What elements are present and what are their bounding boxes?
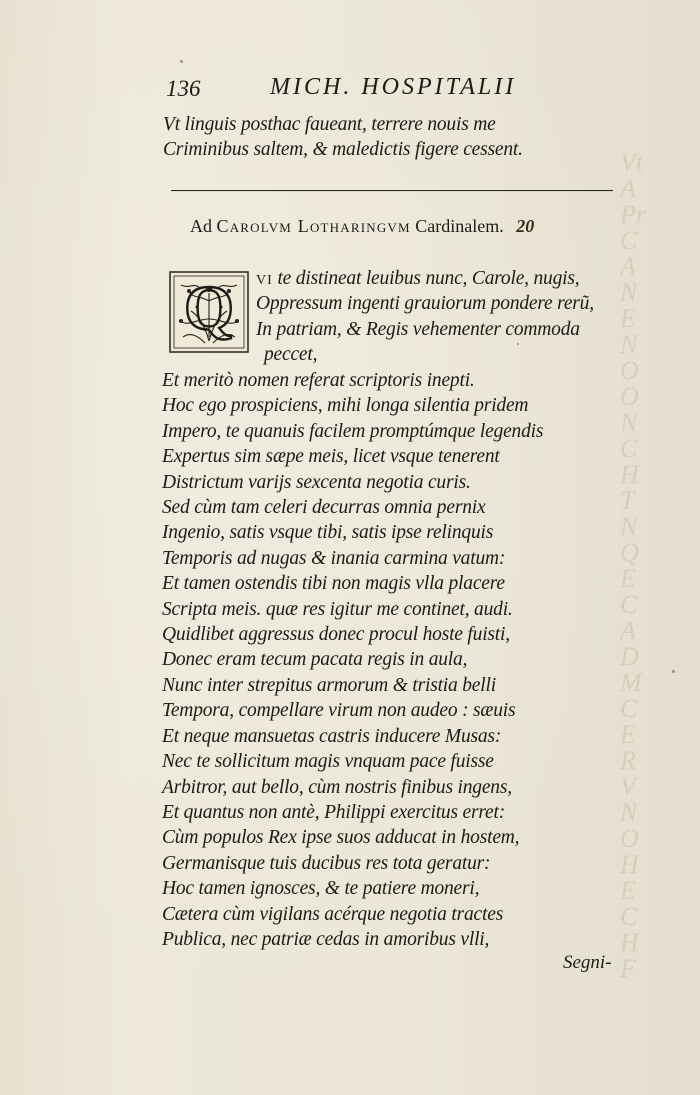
verse-line: Hoc ego prospiciens, mihi longa silentia pridem xyxy=(162,395,529,417)
verse-line: Tempora, compellare virum non audeo : sæuis xyxy=(162,700,516,722)
verse-line: Cætera cùm vigilans acérque negotia tractes xyxy=(162,903,504,925)
decorated-initial-q-icon xyxy=(169,271,249,353)
verse-line: Germanisque tuis ducibus res tota geratur: xyxy=(162,852,491,874)
page-number: 136 xyxy=(166,76,201,101)
title-prefix: Ad xyxy=(190,216,212,236)
show-through-text: Vt A Pr C A N E N O O N C H T N Q E C A D M C E R V N O H E C H F xyxy=(620,150,646,983)
paper-speck xyxy=(517,343,519,345)
verse-line: Vt linguis posthac faueant, terrere nouis me xyxy=(163,114,496,135)
verse-line: Nec te sollicitum magis vnquam pace fuisse xyxy=(162,751,494,773)
title-name: Carolvm Lotharingvm xyxy=(216,216,411,236)
poem-title xyxy=(190,216,650,237)
initial-continuation: vi xyxy=(256,268,273,289)
svg-text:Q: Q xyxy=(184,272,234,343)
verse-line: Et tamen ostendis tibi non magis vlla placere xyxy=(162,573,505,595)
poem-opening-lines xyxy=(256,266,616,342)
verse-line: Expertus sim sæpe meis, licet vsque tenerent xyxy=(162,446,500,468)
verse-line xyxy=(256,266,616,291)
verse-line: Et quantus non antè, Philippi exercitus erret: xyxy=(162,801,505,823)
verse-line: Quidlibet aggressus donec procul hoste fuisti, xyxy=(162,624,510,646)
title-suffix: Cardinalem. xyxy=(415,216,504,236)
verse-line: Cùm populos Rex ipse suos adducat in hostem, xyxy=(162,827,520,849)
poem-number: 20 xyxy=(516,216,535,236)
poem-body xyxy=(162,368,622,952)
verse-line: Scripta meis. quæ res igitur me continet, audi. xyxy=(162,598,513,620)
verse-line: Publica, nec patriæ cedas in amoribus vlli, xyxy=(162,928,490,950)
verse-line: In patriam, & Regis vehementer commoda xyxy=(256,318,580,340)
running-head: MICH. HOSPITALII xyxy=(270,74,517,100)
paper-speck xyxy=(672,670,675,673)
verse-line: Arbitror, aut bello, cùm nostris finibus ingens, xyxy=(162,776,512,798)
verse-line: Donec eram tecum pacata regis in aula, xyxy=(162,649,468,671)
verse-line: Oppressum ingenti grauiorum pondere rerũ, xyxy=(256,293,594,315)
previous-poem-ending xyxy=(163,112,603,163)
verse-line: Impero, te quanuis facilem promptúmque legendis xyxy=(162,420,544,442)
verse-line: Et meritò nomen referat scriptoris inepti. xyxy=(162,370,475,391)
verse-line: Temporis ad nugas & inania carmina vatum: xyxy=(162,547,506,569)
page-header xyxy=(166,72,586,108)
verse-line: Districtum varijs sexcenta negotia curis. xyxy=(162,471,471,493)
verse-line: Nunc inter strepitus armorum & tristia belli xyxy=(162,674,496,696)
verse-line: Et neque mansuetas castris inducere Musas: xyxy=(162,725,502,747)
turnover-line: peccet, xyxy=(264,344,318,365)
verse-line: Criminibus saltem, & maledictis figere cessent. xyxy=(163,139,523,161)
verse-line: Hoc tamen ignosces, & te patiere moneri, xyxy=(162,878,480,900)
catchword: Segni- xyxy=(563,952,612,973)
paper-speck xyxy=(180,60,183,63)
section-rule xyxy=(171,190,613,191)
verse-line: Ingenio, satis vsque tibi, satis ipse relinquis xyxy=(162,522,494,544)
verse-line: Sed cùm tam celeri decurras omnia pernix xyxy=(162,497,486,519)
first-line-text: te distineat leuibus nunc, Carole, nugis, xyxy=(272,268,580,289)
